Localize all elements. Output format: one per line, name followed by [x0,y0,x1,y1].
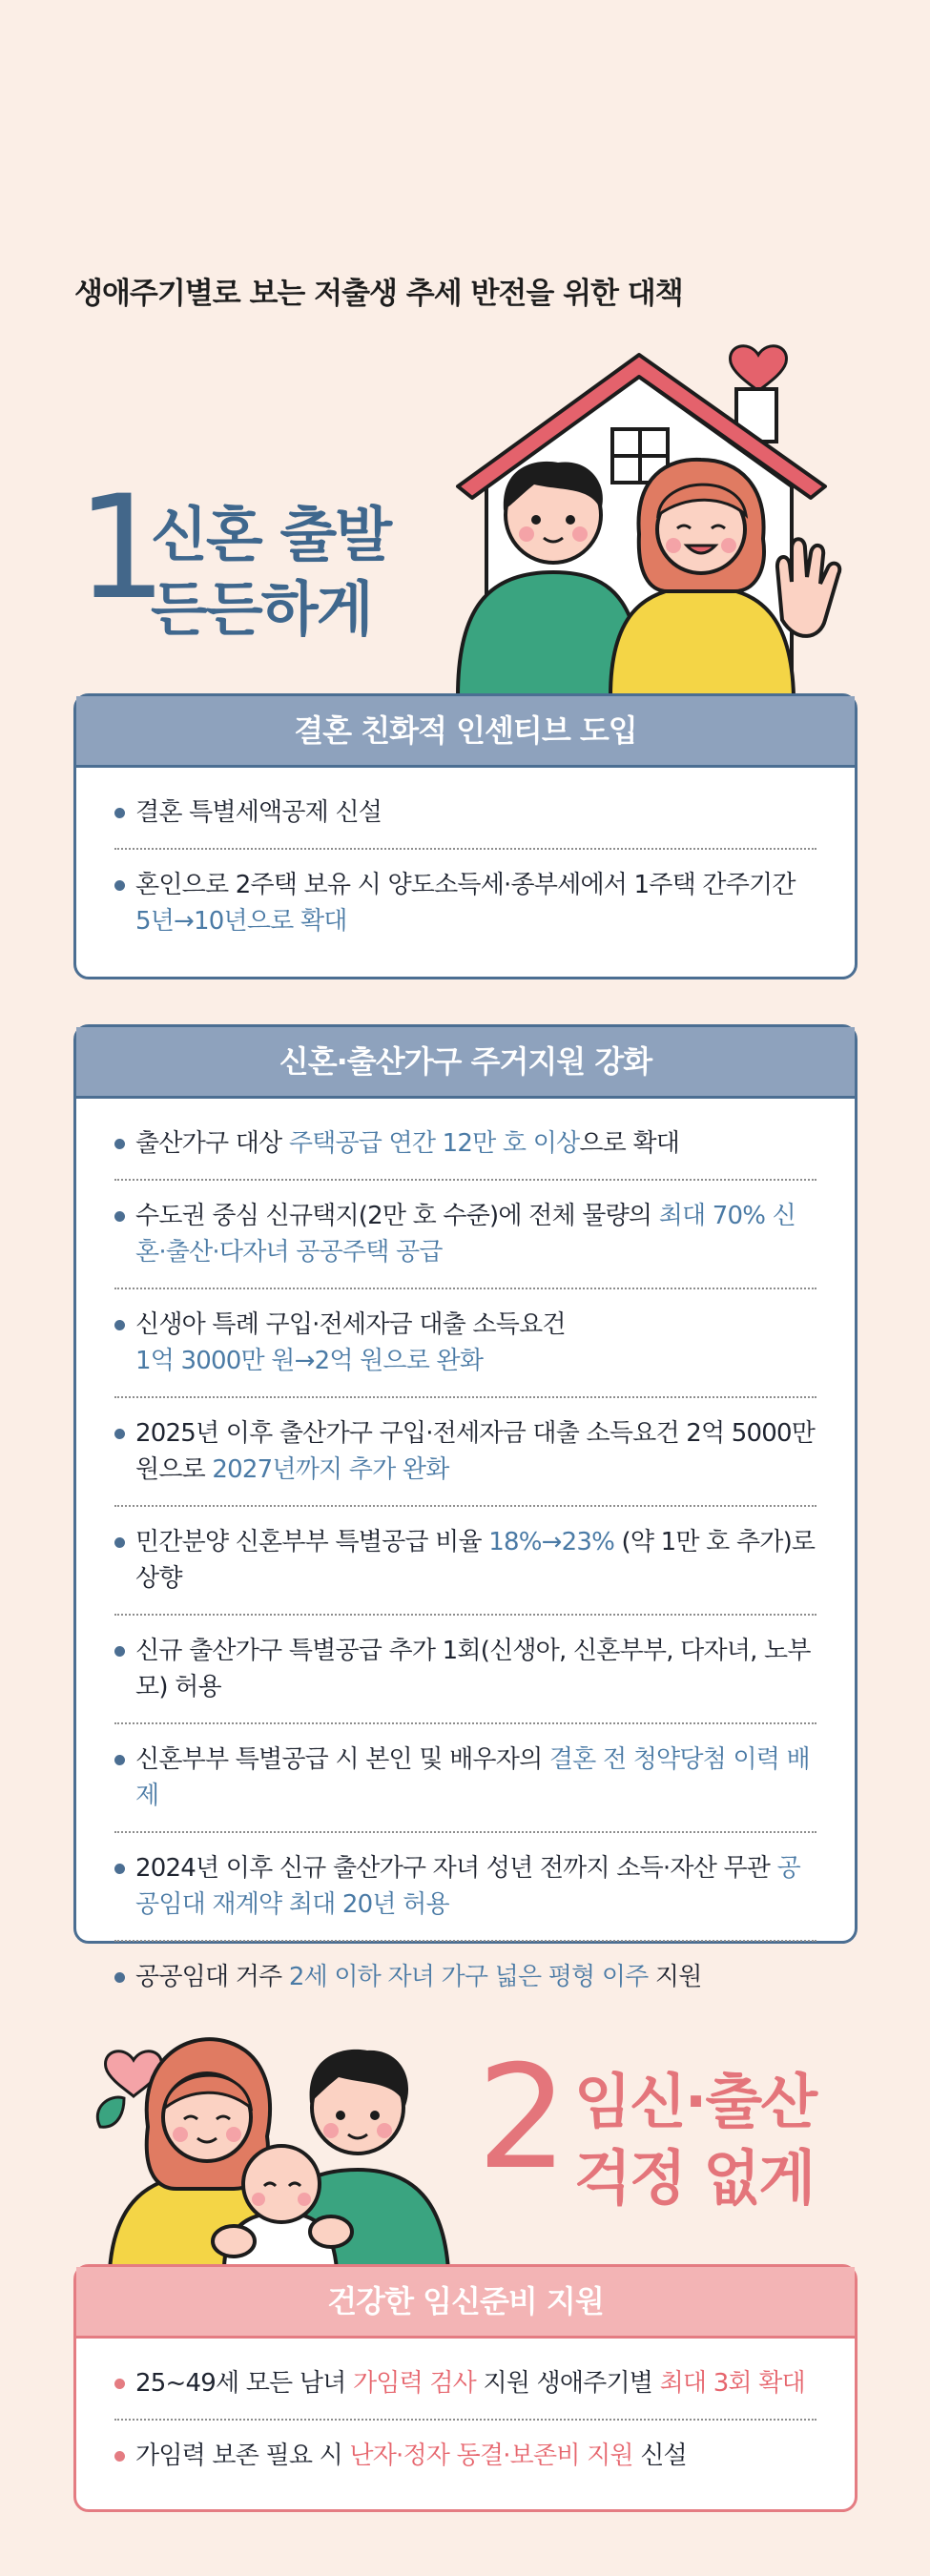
section-title [574,2064,816,2216]
leaf-icon [97,2097,124,2127]
incentive-card [73,693,858,979]
section-number: 1 [76,465,168,631]
housing-support-card [73,1024,858,1991]
list-item: 민간분양 신혼부부 특별공급 비율 18%→23% (약 1만 호 추가)로 상향 [114,1507,816,1616]
section-title-line: 든든하게 [151,574,372,644]
list-item: 결혼 특별세액공제 신설 [114,777,816,850]
section-title-line: 임신·출산 [574,2067,816,2136]
section-title [151,498,390,647]
card-list [76,768,855,966]
list-item: 가임력 보존 필요 시 난자·정자 동결·보존비 지원 신설 [114,2421,816,2491]
list-item: 25~49세 모든 남녀 가임력 검사 지원 생애주기별 최대 3회 확대 [114,2348,816,2421]
list-item: 2025년 이후 출산가구 구입·전세자금 대출 소득요건 2억 5000만 원으로 2027년까지 추가 완화 [114,1398,816,1507]
list-item: 혼인으로 2주택 보유 시 양도소득세·종부세에서 1주택 간주기간 5년→10년으로 확대 [114,850,816,957]
section-title-line: 걱정 없게 [574,2143,815,2213]
heart-icon [731,346,787,391]
family-baby-illustration [81,2003,482,2270]
section-number: 2 [477,2035,568,2201]
list-item: 2024년 이후 신규 출산가구 자녀 성년 전까지 소득·자산 무관 공공임대 재계약 최대 20년 허용 [114,1833,816,1942]
card-title: 결혼 친화적 인센티브 도입 [76,696,855,768]
page-title: 생애주기별로 보는 저출생 추세 반전을 위한 대책 [74,277,683,311]
list-item: 신혼부부 특별공급 시 본인 및 배우자의 결혼 전 청약당첨 이력 배제 [114,1724,816,1833]
pregnancy-support-card [73,2264,858,2512]
card-title: 건강한 임신준비 지원 [76,2267,855,2339]
list-item: 출산가구 대상 주택공급 연간 12만 호 이상으로 확대 [114,1108,816,1181]
list-item: 신생아 특례 구입·전세자금 대출 소득요건 1억 3000만 원→2억 원으로 완화 [114,1289,816,1398]
section-title-line: 신혼 출발 [151,500,391,569]
list-item: 공공임대 거주 2세 이하 자녀 가구 넓은 평형 이주 지원 [114,1942,816,2012]
card-title: 신혼·출산가구 주거지원 강화 [76,1027,855,1099]
house-couple-illustration [448,334,868,696]
list-item: 신규 출산가구 특별공급 추가 1회(신생아, 신혼부부, 다자녀, 노부모) 허용 [114,1616,816,1724]
card-list [76,1099,855,2022]
card-list [76,2339,855,2501]
list-item: 수도권 중심 신규택지(2만 호 수준)에 전체 물량의 최대 70% 신혼·출산·다자녀 공공주택 공급 [114,1181,816,1289]
